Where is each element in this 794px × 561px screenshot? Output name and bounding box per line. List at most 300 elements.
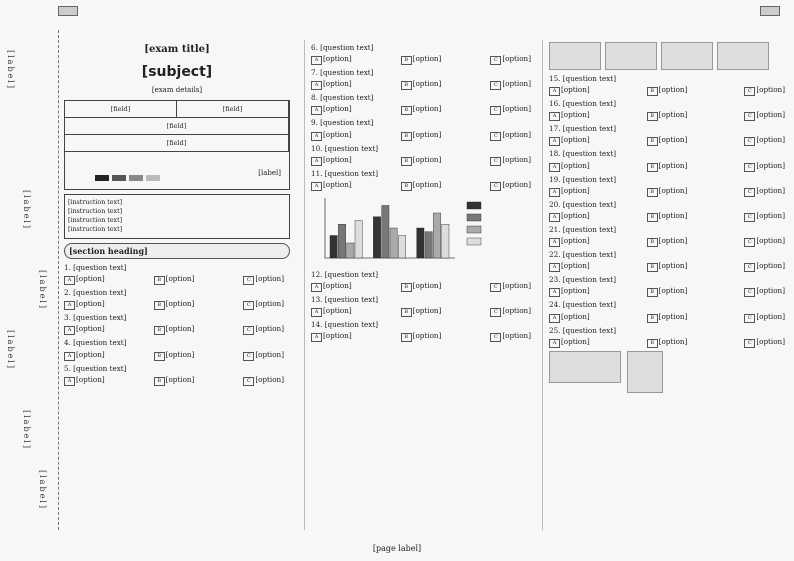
option-text: [option] [561,185,590,195]
answer-option[interactable] [243,298,284,310]
question-stem [311,42,537,53]
mark-row [65,118,289,135]
question-stem [64,312,290,323]
option-letter: A [311,182,322,191]
option-text: [option] [756,160,785,170]
answer-option[interactable] [401,78,442,90]
option-text: [option] [255,349,284,359]
question-item [64,312,290,335]
answer-option[interactable] [311,330,352,342]
answer-option[interactable] [647,134,688,146]
option-row [549,311,791,323]
option-text: [option] [658,311,688,321]
option-text: [option] [502,104,531,114]
instruction-line: [instruction text] [68,199,123,207]
answer-option[interactable] [744,311,785,323]
option-letter: C [744,188,755,197]
answer-option[interactable] [490,53,531,65]
answer-option[interactable] [311,78,352,90]
question-text: [question text] [562,124,617,134]
answer-option[interactable] [744,235,785,247]
option-letter: B [647,288,658,297]
option-letter: C [744,238,755,247]
option-row [64,374,290,386]
bar [330,235,337,258]
question-text: [question text] [562,199,617,209]
option-letter: B [647,238,658,247]
question-number: 6. [311,43,318,52]
question-stem [549,274,791,285]
question-item [64,337,290,360]
option-letter: B [647,87,658,96]
option-letter: C [490,308,501,317]
option-letter: B [401,308,412,317]
option-letter: A [64,276,75,285]
option-row [311,330,537,342]
option-row [549,285,791,297]
instructions [64,194,290,239]
question-item [311,319,537,342]
question-number: 8. [311,93,318,103]
option-text: [option] [561,311,590,321]
column-2 [304,40,537,530]
question-text: [question text] [562,275,617,285]
option-text: [option] [502,179,531,189]
answer-option[interactable] [744,134,785,146]
option-text: [option] [323,306,352,316]
question-stem [311,168,537,179]
option-letter: A [311,106,322,115]
question-item [549,199,791,222]
answer-option[interactable] [311,305,352,317]
answer-option[interactable] [490,179,531,191]
question-number: 5. [64,363,71,373]
option-letter: A [311,157,322,166]
question-item [549,274,791,297]
question-stem [549,148,791,159]
option-text: [option] [502,129,531,139]
question-number: 16. [549,99,561,109]
answer-option[interactable] [401,129,442,141]
image-thumbnail [627,351,663,393]
question-number: 21. [549,224,561,234]
answer-option[interactable] [744,160,785,172]
option-text: [option] [323,129,352,139]
option-text: [option] [323,79,352,89]
option-letter: C [744,263,755,272]
option-letter: B [401,106,412,115]
option-row [311,103,537,115]
option-letter: A [549,263,560,272]
option-letter: A [549,112,560,121]
bar [382,205,389,258]
image-thumbnail [605,42,657,70]
option-letter: A [549,238,560,247]
answer-option[interactable] [549,285,590,297]
option-text: [option] [323,54,352,64]
legend-swatch [467,214,481,221]
mark-row [65,135,289,152]
option-row [549,160,791,172]
answer-option[interactable] [647,336,688,348]
option-letter: C [490,56,501,65]
swatch [129,175,143,181]
column-3 [542,40,791,530]
option-row [311,154,537,166]
question-number: 2. [64,288,71,298]
answer-option[interactable] [154,298,195,310]
answer-option[interactable] [64,374,105,386]
option-row [549,260,791,272]
option-letter: B [401,132,412,141]
option-letter: A [311,308,322,317]
option-text: [option] [658,135,688,145]
option-text: [option] [561,286,590,296]
question-stem [549,73,791,84]
option-text: [option] [561,160,590,170]
bar [373,217,380,258]
question-text: [question text] [73,262,127,272]
option-text: [option] [658,236,688,246]
answer-option[interactable] [549,260,590,272]
answer-option[interactable] [401,330,442,342]
answer-option[interactable] [647,160,688,172]
option-letter: B [401,81,412,90]
question-item [311,67,537,90]
answer-option[interactable] [549,210,590,222]
option-letter: A [549,163,560,172]
option-letter: C [744,163,755,172]
strip-label: [label] [22,410,31,450]
section-heading: [section heading] [64,243,290,259]
option-letter: C [744,288,755,297]
option-letter: A [311,132,322,141]
question-item [64,363,290,386]
question-item [549,224,791,247]
option-row [311,78,537,90]
option-text: [option] [323,179,352,189]
answer-option[interactable] [647,260,688,272]
question-text: [question text] [562,300,617,310]
question-item [549,249,791,272]
question-text: [question text] [73,288,127,298]
question-number: 11. [311,168,323,178]
answer-option[interactable] [490,280,531,292]
question-text: [question text] [320,118,374,128]
option-letter: A [549,213,560,222]
option-text: [option] [255,374,284,384]
option-row [311,179,537,191]
option-text: [option] [412,331,442,341]
option-letter: C [744,87,755,96]
option-row [311,280,537,292]
exam-subject: [subject] [141,63,213,80]
answer-option[interactable] [243,323,284,335]
option-letter: B [154,352,165,361]
answer-option[interactable] [311,53,352,65]
option-text: [option] [502,79,531,89]
option-letter: B [647,339,658,348]
question-item [549,174,791,197]
answer-option[interactable] [154,374,195,386]
question-text: [question text] [562,224,617,234]
question-number: 17. [549,124,561,134]
answer-option[interactable] [549,160,590,172]
answer-option[interactable] [744,260,785,272]
option-letter: C [490,283,501,292]
bar [433,213,440,258]
answer-option[interactable] [744,336,785,348]
option-text: [option] [412,104,442,114]
question-stem [64,287,290,298]
answer-option[interactable] [549,311,590,323]
answer-option[interactable] [549,84,590,96]
option-row [549,134,791,146]
option-letter: C [744,339,755,348]
answer-option[interactable] [64,298,105,310]
answer-option[interactable] [744,109,785,121]
option-letter: B [401,182,412,191]
answer-option[interactable] [243,273,284,285]
answer-option[interactable] [311,154,352,166]
answer-option[interactable] [154,273,195,285]
question-text: [question text] [562,325,617,335]
option-letter: A [549,188,560,197]
image-strip [549,351,791,393]
answer-option[interactable] [401,305,442,317]
column-1 [64,40,290,530]
bar [338,224,345,258]
answer-option[interactable] [490,305,531,317]
strip-label: [label] [38,270,47,310]
option-text: [option] [561,236,590,246]
answer-option[interactable] [154,349,195,361]
image-thumbnail [661,42,713,70]
answer-option[interactable] [64,323,105,335]
question-stem [64,363,290,374]
question-item [549,148,791,171]
option-row [64,323,290,335]
question-text: [question text] [324,168,379,178]
question-item [549,73,791,96]
answer-option[interactable] [311,280,352,292]
option-row [311,53,537,65]
answer-option[interactable] [549,134,590,146]
option-text: [option] [76,349,105,359]
option-row [311,305,537,317]
option-letter: B [154,326,165,335]
image-thumbnail [549,42,601,70]
answer-option[interactable] [744,285,785,297]
option-letter: B [647,314,658,323]
answer-option[interactable] [64,349,105,361]
option-text: [option] [255,274,284,284]
answer-option[interactable] [549,336,590,348]
answer-option[interactable] [744,84,785,96]
option-letter: A [64,326,75,335]
question-item [311,92,537,115]
option-text: [option] [76,324,105,334]
question-number: 13. [311,295,323,305]
question-item [311,168,537,191]
answer-option[interactable] [647,311,688,323]
answer-option[interactable] [311,103,352,115]
option-row [311,129,537,141]
option-letter: A [549,314,560,323]
option-text: [option] [323,104,352,114]
legend-swatch [467,202,481,209]
option-letter: C [243,352,254,361]
option-letter: B [154,377,165,386]
question-item [311,294,537,317]
option-letter: C [490,182,501,191]
question-number: 20. [549,199,561,209]
question-stem [311,143,537,154]
answer-option[interactable] [401,179,442,191]
question-number: 9. [311,118,318,128]
question-number: 7. [311,68,318,78]
option-letter: C [490,81,501,90]
option-row [549,210,791,222]
option-text: [option] [561,85,590,95]
option-text: [option] [658,210,688,220]
option-letter: B [647,213,658,222]
answer-option[interactable] [490,103,531,115]
answer-option[interactable] [744,210,785,222]
answer-option[interactable] [647,109,688,121]
question-stem [311,117,537,128]
question-text: [question text] [320,43,374,52]
bar [398,235,405,258]
question-number: 14. [311,320,323,330]
question-number: 19. [549,174,561,184]
answer-option[interactable] [401,154,442,166]
question-number: 10. [311,143,323,153]
option-letter: C [744,213,755,222]
option-letter: C [243,326,254,335]
answer-option[interactable] [490,330,531,342]
question-stem [64,337,290,348]
instruction-line: [instruction text] [68,217,123,225]
question-number: 24. [549,300,561,310]
option-row [549,336,791,348]
answer-option[interactable] [154,323,195,335]
option-text: [option] [502,281,531,291]
option-text: [option] [658,85,688,95]
option-text: [option] [165,324,195,334]
option-text: [option] [756,85,785,95]
mark-box [64,100,290,190]
option-text: [option] [756,236,785,246]
answer-option[interactable] [647,185,688,197]
image-thumbnail [549,351,621,383]
answer-option[interactable] [549,235,590,247]
option-text: [option] [165,349,195,359]
option-row [549,109,791,121]
question-text: [question text] [324,269,379,279]
exam-title: [exam title] [144,44,210,55]
answer-option[interactable] [549,109,590,121]
answer-option[interactable] [243,349,284,361]
option-letter: C [490,132,501,141]
question-number: 3. [64,313,71,323]
mark-row [65,101,289,118]
option-letter: A [64,377,75,386]
image-thumbnail [717,42,769,70]
option-text: [option] [756,110,785,120]
question-text: [question text] [562,149,617,159]
answer-option[interactable] [647,235,688,247]
option-row [64,273,290,285]
question-stem [311,294,537,305]
bar [417,228,424,258]
option-text: [option] [76,299,105,309]
question-text: [question text] [562,99,617,109]
question-stem [549,174,791,185]
answer-option[interactable] [647,210,688,222]
swatch [112,175,126,181]
mark-cell: [field] [65,101,177,117]
option-letter: C [243,377,254,386]
question-item [311,143,537,166]
option-text: [option] [412,79,442,89]
answer-option[interactable] [311,179,352,191]
answer-option[interactable] [401,103,442,115]
answer-option[interactable] [243,374,284,386]
answer-option[interactable] [647,84,688,96]
option-letter: B [401,56,412,65]
answer-option[interactable] [490,129,531,141]
option-row [64,298,290,310]
option-letter: A [549,288,560,297]
option-text: [option] [756,210,785,220]
question-list [311,269,537,342]
answer-option[interactable] [647,285,688,297]
option-text: [option] [658,336,688,346]
answer-option[interactable] [744,185,785,197]
option-text: [option] [412,154,442,164]
bar [425,232,432,258]
answer-option[interactable] [401,53,442,65]
option-letter: B [154,276,165,285]
answer-option[interactable] [549,185,590,197]
question-number: 22. [549,250,561,260]
question-number: 12. [311,269,323,279]
answer-option[interactable] [490,78,531,90]
question-stem [549,224,791,235]
strip-label: [label] [6,50,15,90]
option-letter: C [490,333,501,342]
answer-option[interactable] [311,129,352,141]
question-item [64,262,290,285]
answer-option[interactable] [64,273,105,285]
question-stem [311,92,537,103]
option-letter: A [64,301,75,310]
question-list [311,42,537,191]
answer-option[interactable] [401,280,442,292]
question-number: 18. [549,149,561,159]
option-text: [option] [502,331,531,341]
legend-swatch [467,226,481,233]
question-number: 15. [549,74,561,83]
answer-option[interactable] [490,154,531,166]
question-item [549,325,791,348]
option-text: [option] [502,306,531,316]
question-item [64,287,290,310]
swatch [95,175,109,181]
question-stem [549,299,791,310]
option-letter: A [311,283,322,292]
